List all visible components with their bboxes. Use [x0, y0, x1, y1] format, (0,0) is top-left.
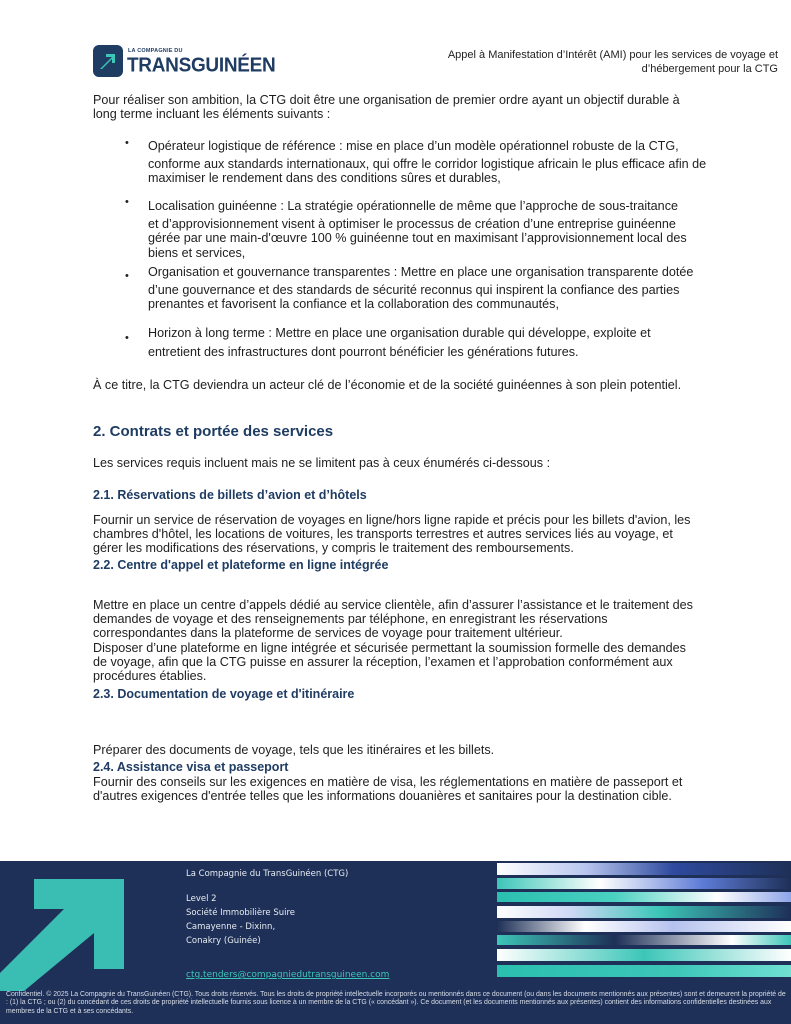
ctg-logo — [93, 45, 276, 79]
footer-legal-notice: Confidentiel. © 2025 La Compagnie du TransGuinéen (CTG). Tous droits réservés. Tous les droits de propriété intellectuelle incorporés ou mentionnés dans ce document (ou dans les documents mentionnés aux présentes) sont et demeurent la propriété de : (1) la CTG ; ou (2) du concédant de ces droits de propriété intellectuelle fournis sous licence à un membre de la CTG (« concédant »). Ce document (et les documents mentionnés aux présentes) contient des informations confidentielles destinées aux membres de la CTG et à ses concédants. — [6, 991, 786, 1015]
footer-address-line-2: Société Immobilière Suire — [186, 908, 296, 918]
footer-address-line-1: Level 2 — [186, 894, 217, 904]
footer-company-name: La Compagnie du TransGuinéen (CTG) — [186, 869, 349, 879]
bullet-first-line: Horizon à long terme : Mettre en place une organisation durable qui développe, exploite et — [148, 326, 651, 340]
bullet-item-localisation — [148, 199, 708, 260]
section-2-1-heading: 2.1. Réservations de billets d’avion et d’hôtels — [93, 488, 367, 502]
footer-email-link[interactable]: ctg.tenders@compagniedutransguineen.com — [186, 970, 390, 980]
intro-paragraph: Pour réaliser son ambition, la CTG doit être une organisation de premier ordre ayant un objectif durable à long terme incluant les éléments suivants : — [93, 93, 680, 122]
page-footer — [0, 861, 791, 1024]
section-2-2-paragraph-1: Mettre en place un centre d’appels dédié au service clientèle, afin d’assurer l’assistance et le traitement des demandes de voyage et des renseignements par téléphone, en enregistrant les réservations correspondantes dans la plateforme de services de voyage pour traitement ultérieur. — [93, 598, 693, 641]
footer-arrow-graphic — [0, 861, 180, 991]
logo-small-text: LA COMPAGNIE DU — [128, 48, 183, 54]
bullet-first-line: Organisation et gouvernance transparentes : Mettre en place une organisation transparente dotée — [148, 265, 694, 279]
bullet-first-line: Localisation guinéenne : La stratégie opérationnelle de même que l’approche de sous-traitance — [148, 199, 678, 213]
footer-address-line-3: Camayenne - Dixinn, — [186, 922, 276, 932]
footer-address-line-4: Conakry (Guinée) — [186, 936, 261, 946]
bullet-marker: • — [125, 137, 129, 149]
section-2-3-text: Préparer des documents de voyage, tels que les itinéraires et les billets. — [93, 743, 495, 757]
bullet-marker: • — [125, 332, 129, 344]
ctg-logo-icon — [93, 45, 123, 77]
section-2-1-text: Fournir un service de réservation de voyages en ligne/hors ligne rapide et précis pour les billets d'avion, les chambres d'hôtel, les locations de voitures, les transports terrestres et autres services liés au voyage, et gérer les modifications des réservations, y compris le traitement des remboursements. — [93, 513, 691, 556]
document-header-title — [418, 48, 778, 76]
section-2-4-text: Fournir des conseils sur les exigences en matière de visa, les réglementations en matière de passeport et d'autres exigences d'entrée telles que les informations douanières et sanitaires pour la destination cible. — [93, 775, 683, 804]
bullet-continuation: d’une gouvernance et des standards de sécurité reconnus qui inspirent la confiance des parties prenantes et favorisent la confiance et la collaboration des communautés, — [148, 283, 680, 312]
bullet-continuation: conforme aux standards internationaux, qui offre le corridor logistique africain le plus efficace afin de maximiser le rendement dans des conditions sûres et durables, — [148, 157, 707, 186]
section-2-2-heading: 2.2. Centre d'appel et plateforme en ligne intégrée — [93, 558, 389, 572]
section-2-3-heading: 2.3. Documentation de voyage et d'itinéraire — [93, 687, 355, 701]
footer-stripes-graphic — [497, 861, 791, 981]
bullet-item-gouvernance — [148, 265, 708, 312]
logo-big-text: TRANSGUINÉEN — [127, 54, 276, 77]
conclusion-paragraph: À ce titre, la CTG deviendra un acteur clé de l’économie et de la société guinéennes à son plein potentiel. — [93, 378, 682, 392]
section-2-2-text — [93, 598, 703, 683]
bullet-marker: • — [125, 270, 129, 282]
section-2-intro: Les services requis incluent mais ne se limitent pas à ceux énumérés ci-dessous : — [93, 456, 551, 470]
bullet-item-horizon — [148, 326, 708, 359]
header-line-2: d’hébergement pour la CTG — [641, 63, 778, 75]
bullet-marker: • — [125, 196, 129, 208]
bullet-continuation: et d’approvisionnement visent à optimiser le processus de création d’une entreprise guinéenne gérée par une main-d'œuvre 100 % guinéenne tout en maximisant l’approvisionnement local des biens et services, — [148, 217, 687, 260]
section-2-2-paragraph-2: Disposer d’une plateforme en ligne intégrée et sécurisée permettant la soumission formelle des demandes de voyage, afin que la CTG puisse en assurer la réception, l’examen et l’approbation conformément aux procédures établies. — [93, 640, 686, 684]
bullet-first-line: Opérateur logistique de référence : mise en place d’un modèle opérationnel robuste de la CTG, — [148, 139, 679, 153]
section-2-4-heading: 2.4. Assistance visa et passeport — [93, 760, 289, 774]
bullet-continuation: entretient des infrastructures dont pourront bénéficier les générations futures. — [148, 345, 579, 360]
section-2-heading: 2. Contrats et portée des services — [93, 423, 334, 440]
bullet-item-operator — [148, 139, 708, 186]
header-line-1: Appel à Manifestation d’Intérêt (AMI) pour les services de voyage et — [447, 49, 778, 61]
